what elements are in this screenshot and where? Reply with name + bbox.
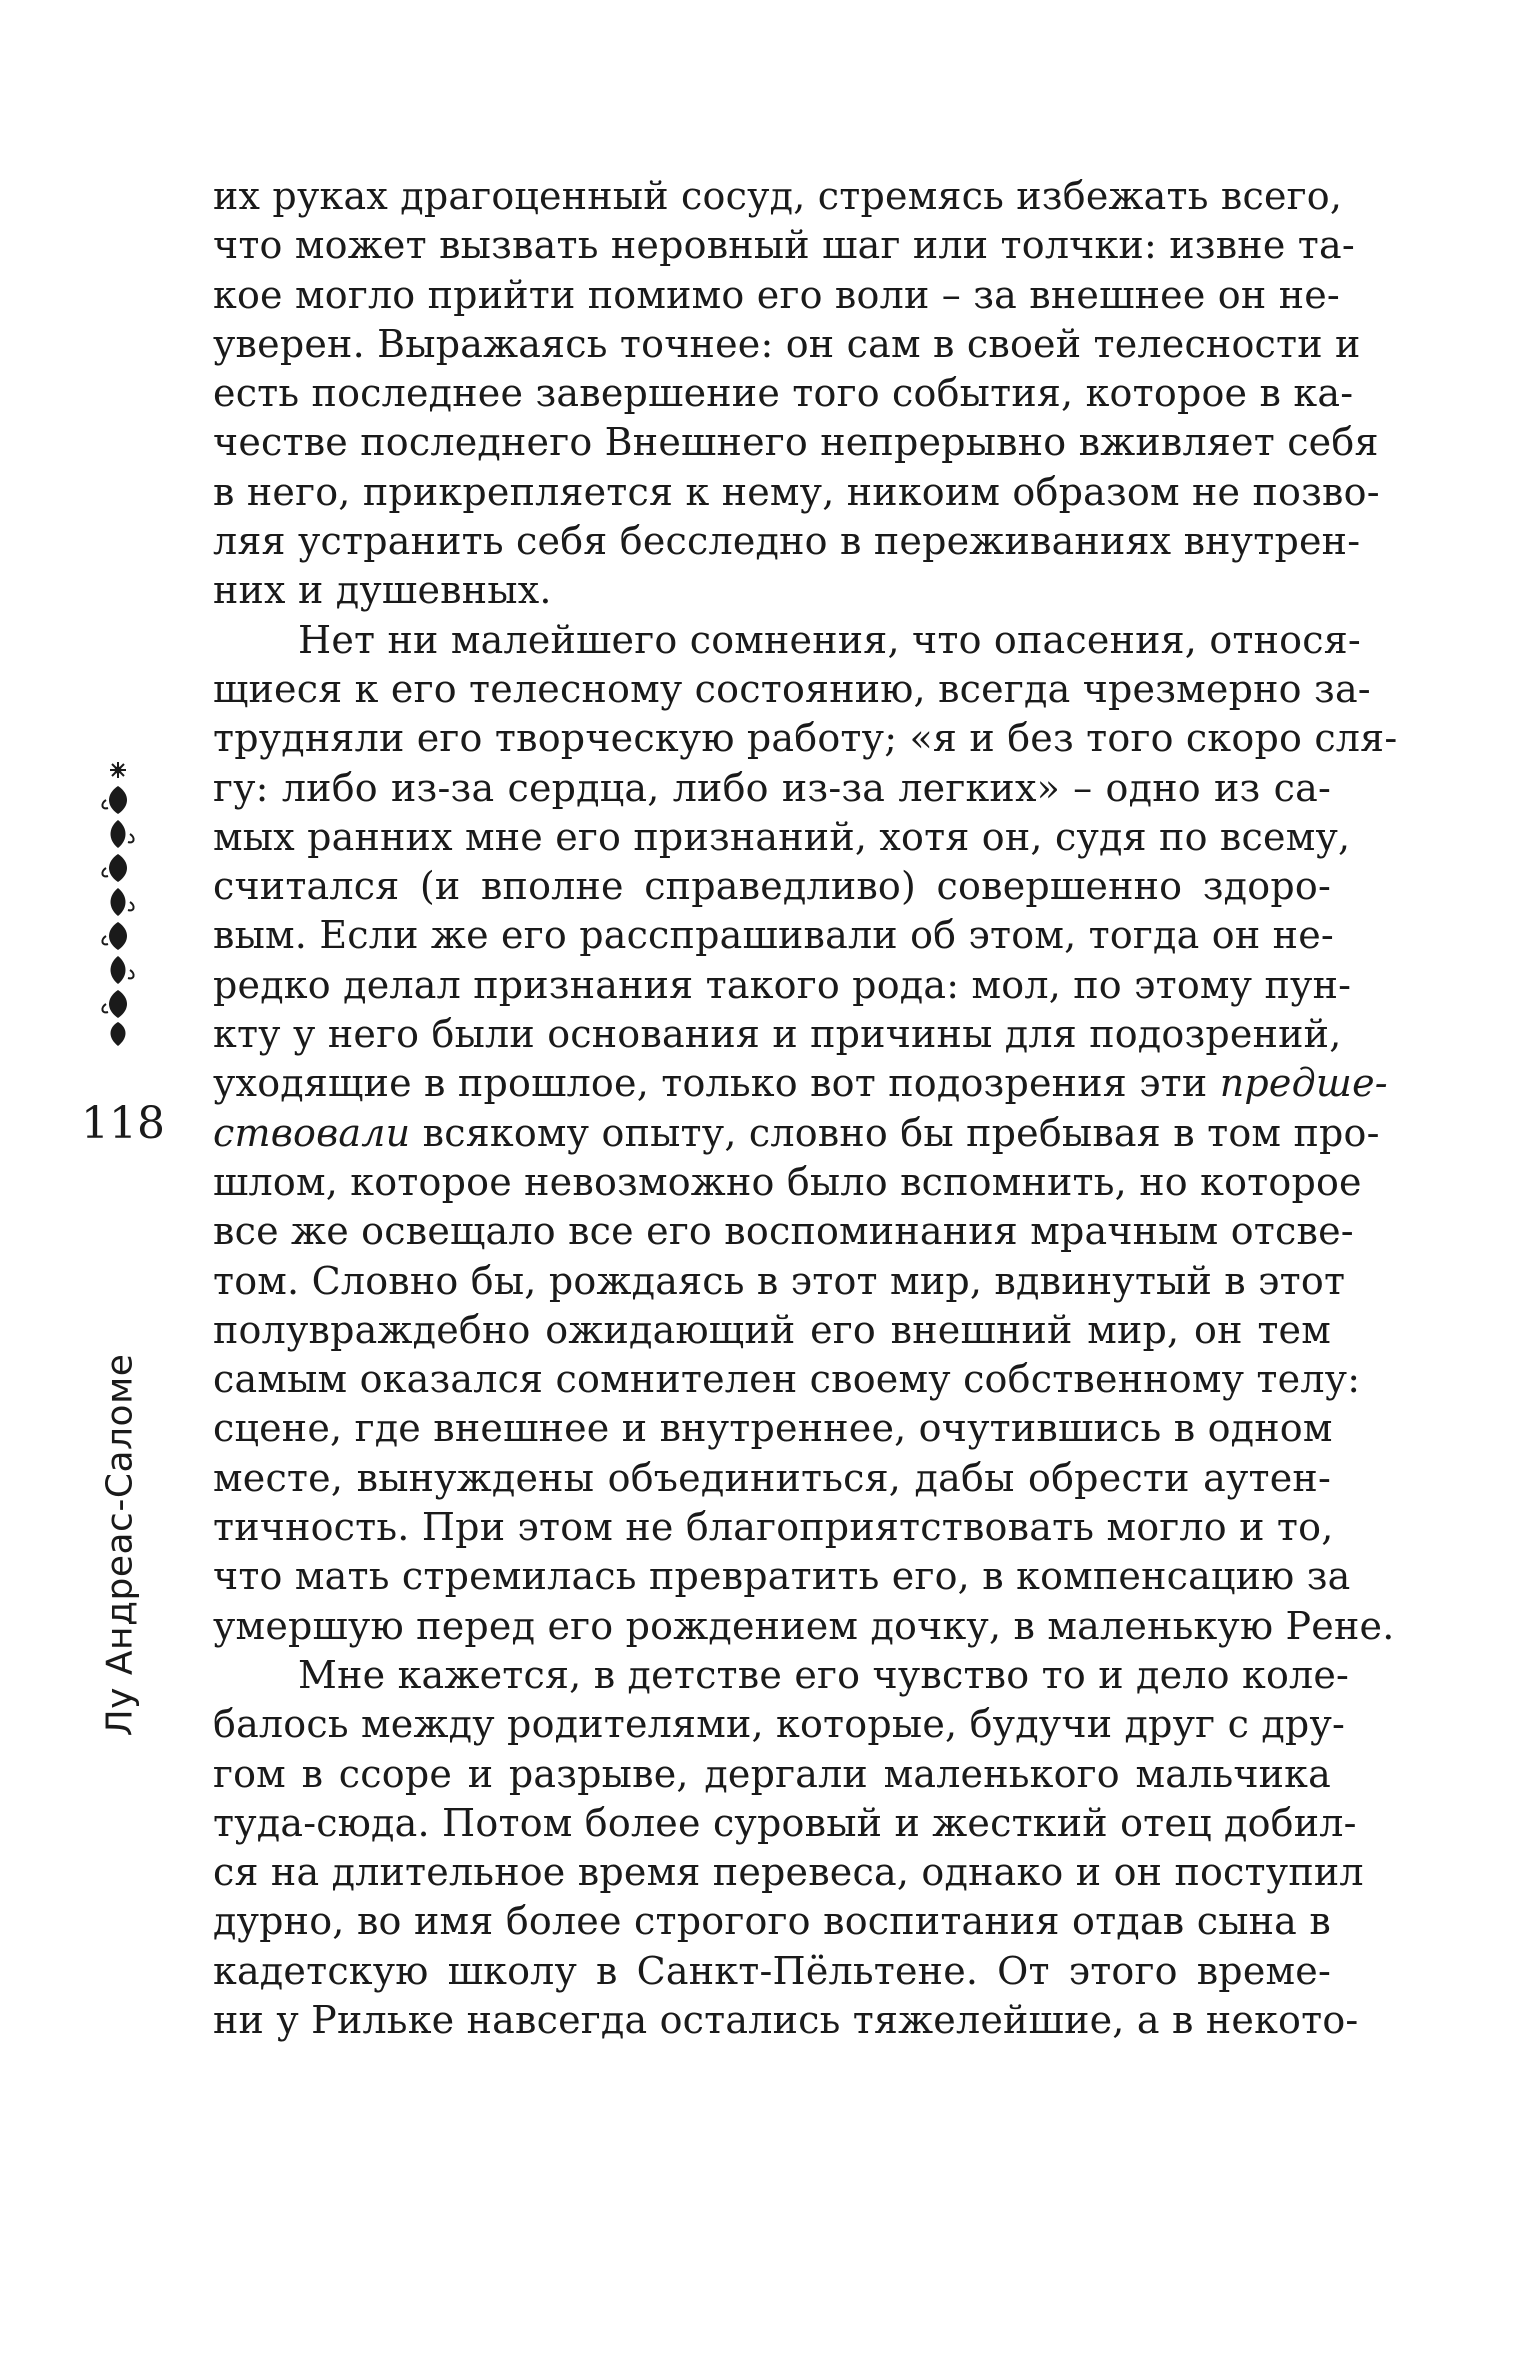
text-line: есть последнее завершение того события, которое в ка- [213, 371, 1354, 416]
text-line: в него, прикрепляется к нему, никоим образом не позво- [213, 469, 1380, 514]
vine-ornament-icon [98, 760, 138, 1050]
paragraph-3 [213, 1651, 1364, 2045]
running-head-author: Лу Андреас-Саломе [99, 1353, 141, 1737]
left-margin [70, 0, 170, 2362]
text-line: месте, вынуждены объединиться, дабы обрести аутен- [213, 1455, 1331, 1500]
text-line: кадетскую школу в Санкт-Пёльтене. От этого време- [213, 1948, 1331, 1993]
text-line: их руках драгоценный сосуд, стремясь избежать всего, [213, 174, 1343, 218]
page-number: 118 [81, 1098, 165, 1149]
text-line: все же освещало все его воспоминания мрачным отсве- [213, 1209, 1354, 1254]
text-line: уверен. Выражаясь точнее: он сам в своей телесности и [213, 321, 1361, 366]
text-line: считался (и вполне справедливо) совершенно здоро- [213, 864, 1331, 909]
text-line: что мать стремилась превратить его, в компенсацию за [213, 1554, 1351, 1599]
text-line: трудняли его творческую работу; «я и без того скоро сля- [213, 716, 1398, 761]
text-line: сцене, где внешнее и внутреннее, очутившись в одном [213, 1406, 1333, 1451]
text-line: мых ранних мне его признаний, хотя он, судя по всему, [213, 814, 1351, 859]
text-line: шлом, которое невозможно было вспомнить, но которое [213, 1159, 1362, 1204]
text-line [213, 1059, 1388, 1108]
text-line: кту у него были основания и причины для подозрений, [213, 1012, 1342, 1057]
text-line: что может вызвать неровный шаг или толчки: извне та- [213, 223, 1355, 268]
text-line: редко делал признания такого рода: мол, по этому пун- [213, 962, 1352, 1007]
italic-word: предше- [1219, 1061, 1388, 1106]
body-text [213, 172, 1398, 2045]
text-line: умершую перед его рождением дочку, в маленькую Рене. [213, 1603, 1395, 1648]
paragraph-1 [213, 172, 1380, 616]
text-line: ся на длительное время перевеса, однако и он поступил [213, 1850, 1364, 1895]
text-line: туда-сюда. Потом более суровый и жесткий отец добил- [213, 1800, 1357, 1845]
text-line: гу: либо из-за сердца, либо из-за легких» – одно из са- [213, 765, 1331, 810]
text-line: самым оказался сомнителен своему собственному телу: [213, 1357, 1361, 1402]
text-line [213, 1109, 1380, 1158]
text-line: ни у Рильке навсегда остались тяжелейшие, а в некото- [213, 1997, 1359, 2042]
text-line: вым. Если же его расспрашивали об этом, тогда он не- [213, 913, 1334, 958]
text-line: честве последнего Внешнего непрерывно вживляет себя [213, 420, 1379, 465]
text-line: щиеся к его телесному состоянию, всегда чрезмерно за- [213, 666, 1371, 711]
text-line: них и душевных. [213, 568, 552, 613]
text-line: Нет ни малейшего сомнения, что опасения, относя- [298, 617, 1361, 662]
text-line: гом в ссоре и разрыве, дергали маленького мальчика [213, 1751, 1331, 1796]
italic-word: ствовали [213, 1110, 411, 1155]
text-line: ляя устранить себя бесследно в переживаниях внутрен- [213, 519, 1361, 564]
text-line: дурно, во имя более строгого воспитания отдав сына в [213, 1899, 1331, 1944]
text-line: балось между родителями, которые, будучи друг с дру- [213, 1702, 1346, 1747]
text-line: тичность. При этом не благоприятствовать могло и то, [213, 1505, 1334, 1550]
text-line: Мне кажется, в детстве его чувство то и дело коле- [298, 1652, 1350, 1697]
text-line: кое могло прийти помимо его воли – за внешнее он не- [213, 272, 1340, 317]
paragraph-2 [213, 616, 1398, 1651]
text-line: полувраждебно ожидающий его внешний мир, он тем [213, 1307, 1331, 1352]
text-line-start: уходящие в прошлое, только вот подозрения эти [213, 1061, 1220, 1106]
text-line: том. Словно бы, рождаясь в этот мир, вдвинутый в этот [213, 1258, 1346, 1303]
text-line-end: всякому опыту, словно бы пребывая в том про- [422, 1110, 1380, 1155]
